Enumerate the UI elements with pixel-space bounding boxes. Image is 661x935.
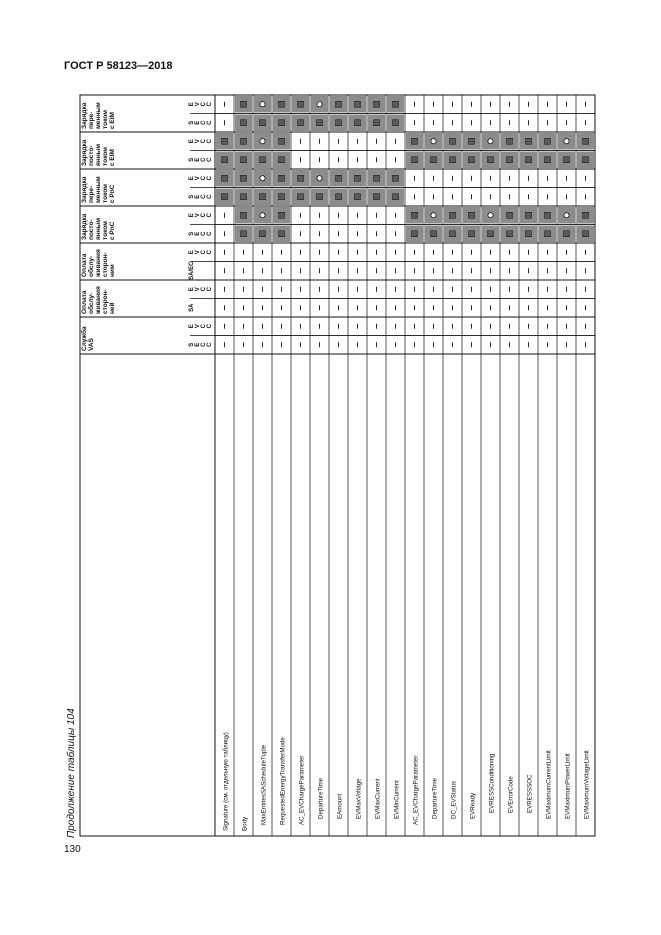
subhead-letter: E bbox=[195, 231, 201, 236]
row-label: EVMaxVoltage bbox=[355, 778, 363, 819]
row-label: EVMaximumCurrentLimit bbox=[545, 750, 553, 819]
subhead-letter: C bbox=[201, 287, 207, 292]
cell-mark-mandatory bbox=[374, 175, 380, 181]
subhead-letter: C bbox=[201, 176, 207, 181]
subhead-letter: C bbox=[207, 250, 213, 255]
cell-mark-mandatory bbox=[564, 231, 570, 237]
cell-mark-mandatory bbox=[279, 120, 285, 126]
cell-mark-mandatory bbox=[526, 138, 532, 144]
row-label: EVMaxCurrent bbox=[374, 778, 382, 819]
cell-mark-mandatory bbox=[507, 138, 513, 144]
row-label: RequestedEnergyTransferMode bbox=[279, 737, 287, 825]
cell-mark-mandatory bbox=[279, 212, 285, 218]
cell-mark-optional bbox=[260, 213, 265, 218]
subhead-letter: E bbox=[195, 157, 201, 162]
cell-mark-mandatory bbox=[431, 231, 437, 237]
subhead-letter: C bbox=[201, 139, 207, 144]
row-label: DepartureTime bbox=[431, 777, 439, 819]
cell-mark-mandatory bbox=[260, 157, 266, 163]
cell-mark-optional bbox=[431, 139, 436, 144]
cell-mark-mandatory bbox=[507, 231, 513, 237]
row-label: Signature (см. отдельную таблицу) bbox=[222, 732, 230, 831]
group-header-text: Зарядкапосто-яннымтокомс PnC bbox=[81, 213, 116, 240]
cell-mark-mandatory bbox=[412, 231, 418, 237]
cell-mark-mandatory bbox=[260, 194, 266, 200]
row-label: EVMaximumVoltageLimit bbox=[583, 750, 591, 819]
cell-mark-mandatory bbox=[298, 194, 304, 200]
cell-mark-mandatory bbox=[507, 212, 513, 218]
row-label: EAmount bbox=[336, 793, 344, 819]
row-label: EVReady bbox=[469, 792, 477, 819]
cell-mark-mandatory bbox=[469, 157, 475, 163]
subhead-letter: S bbox=[189, 342, 195, 347]
cell-mark-mandatory bbox=[450, 231, 456, 237]
subhead-letter: E bbox=[195, 194, 201, 199]
cell-mark-mandatory bbox=[241, 231, 247, 237]
subhead-letter: E bbox=[189, 102, 195, 107]
page-number: 130 bbox=[64, 844, 81, 855]
subhead-letter: S bbox=[189, 231, 195, 236]
subhead-letter: C bbox=[207, 120, 213, 125]
cell-mark-mandatory bbox=[355, 175, 361, 181]
cell-mark-mandatory bbox=[431, 157, 437, 163]
group-header-text: Зарядкапере-меннымтокомс EIM bbox=[81, 102, 116, 129]
cell-mark-mandatory bbox=[336, 175, 342, 181]
subhead-letter: C bbox=[201, 231, 207, 236]
row-label: MaxEntriesSAScheduleTuple bbox=[260, 744, 268, 825]
cell-mark-optional bbox=[488, 213, 493, 218]
subhead-letter: E bbox=[189, 250, 195, 255]
row-label: EVErrorCode bbox=[507, 776, 515, 813]
cell-mark-mandatory bbox=[374, 120, 380, 126]
cell-mark-mandatory bbox=[298, 101, 304, 107]
cell-mark-mandatory bbox=[355, 194, 361, 200]
subhead-letter: E bbox=[189, 176, 195, 181]
cell-mark-mandatory bbox=[526, 231, 532, 237]
cell-mark-mandatory bbox=[583, 138, 589, 144]
cell-mark-optional bbox=[317, 176, 322, 181]
subhead-letter: SA/EC bbox=[189, 261, 195, 280]
group-header-text: Зарядкапосто-яннымтокомс EIM bbox=[81, 139, 116, 166]
cell-mark-optional bbox=[564, 213, 569, 218]
group-header-text: Оплатаобслу-живаниясторон-ним bbox=[81, 249, 116, 277]
cell-mark-mandatory bbox=[412, 157, 418, 163]
cell-mark-mandatory bbox=[583, 157, 589, 163]
group-header-text: Зарядкапере-меннымтокомс PnC bbox=[81, 176, 116, 203]
cell-mark-mandatory bbox=[450, 157, 456, 163]
cell-mark-mandatory bbox=[507, 157, 513, 163]
cell-mark-mandatory bbox=[317, 120, 323, 126]
subhead-letter: E bbox=[195, 342, 201, 347]
cell-mark-mandatory bbox=[393, 120, 399, 126]
row-label: EVRESSConditioning bbox=[488, 753, 496, 813]
cell-mark-mandatory bbox=[412, 138, 418, 144]
row-label: EVMinCurrent bbox=[393, 780, 401, 819]
cell-mark-mandatory bbox=[260, 120, 266, 126]
cell-mark-mandatory bbox=[222, 157, 228, 163]
subhead-letter: C bbox=[207, 176, 213, 181]
row-label: EVMaximumPowerLimit bbox=[564, 753, 572, 819]
subhead-letter: C bbox=[201, 120, 207, 125]
subhead-letter: C bbox=[201, 342, 207, 347]
group-header-text: Оплатаобслу-живаниясторон-ней bbox=[81, 286, 116, 314]
row-label: EVRESSSOC bbox=[526, 774, 534, 813]
cell-mark-optional bbox=[260, 102, 265, 107]
subhead-letter: C bbox=[201, 102, 207, 107]
subhead-letter: V bbox=[195, 176, 201, 181]
cell-mark-mandatory bbox=[241, 194, 247, 200]
cell-mark-mandatory bbox=[545, 231, 551, 237]
cell-mark-mandatory bbox=[241, 138, 247, 144]
cell-mark-mandatory bbox=[469, 231, 475, 237]
cell-mark-mandatory bbox=[222, 138, 228, 144]
subhead-letter: E bbox=[189, 139, 195, 144]
cell-mark-mandatory bbox=[469, 212, 475, 218]
cell-mark-mandatory bbox=[564, 157, 570, 163]
document-header: ГОСТ Р 58123—2018 bbox=[64, 60, 173, 72]
cell-mark-optional bbox=[564, 139, 569, 144]
cell-mark-mandatory bbox=[279, 138, 285, 144]
cell-mark-mandatory bbox=[317, 194, 323, 200]
cell-mark-mandatory bbox=[545, 212, 551, 218]
subhead-letter: C bbox=[201, 324, 207, 329]
subhead-letter: C bbox=[207, 324, 213, 329]
subhead-letter: S bbox=[189, 194, 195, 199]
cell-mark-mandatory bbox=[241, 120, 247, 126]
cell-mark-mandatory bbox=[412, 212, 418, 218]
subhead-letter: C bbox=[207, 231, 213, 236]
cell-mark-optional bbox=[431, 213, 436, 218]
subhead-letter: E bbox=[189, 213, 195, 218]
row-label: DepartureTime bbox=[317, 777, 325, 819]
cell-mark-mandatory bbox=[355, 101, 361, 107]
cell-mark-mandatory bbox=[545, 157, 551, 163]
subhead-letter: C bbox=[201, 157, 207, 162]
subhead-letter: E bbox=[189, 287, 195, 292]
cell-mark-mandatory bbox=[279, 175, 285, 181]
row-label: AC_EVChargeParameter bbox=[412, 755, 420, 825]
subhead-letter: C bbox=[207, 213, 213, 218]
cell-mark-mandatory bbox=[279, 194, 285, 200]
cell-mark-mandatory bbox=[583, 212, 589, 218]
cell-mark-mandatory bbox=[526, 212, 532, 218]
cell-mark-mandatory bbox=[583, 231, 589, 237]
cell-mark-mandatory bbox=[298, 175, 304, 181]
cell-mark-mandatory bbox=[450, 212, 456, 218]
subhead-letter: S bbox=[189, 120, 195, 125]
subhead-letter: C bbox=[201, 194, 207, 199]
subhead-letter: V bbox=[195, 102, 201, 107]
cell-mark-mandatory bbox=[526, 157, 532, 163]
cell-mark-optional bbox=[260, 139, 265, 144]
cell-mark-mandatory bbox=[222, 175, 228, 181]
cell-mark-mandatory bbox=[545, 138, 551, 144]
cell-mark-mandatory bbox=[450, 138, 456, 144]
cell-mark-mandatory bbox=[241, 101, 247, 107]
cell-mark-mandatory bbox=[393, 194, 399, 200]
subhead-letter: SA bbox=[189, 303, 195, 312]
subhead-letter: C bbox=[201, 250, 207, 255]
cell-mark-mandatory bbox=[336, 101, 342, 107]
subhead-letter: V bbox=[195, 213, 201, 218]
cell-mark-mandatory bbox=[336, 194, 342, 200]
subhead-letter: C bbox=[207, 157, 213, 162]
subhead-letter: C bbox=[207, 287, 213, 292]
subhead-letter: E bbox=[189, 324, 195, 329]
row-label: Body bbox=[241, 816, 249, 831]
subhead-letter: C bbox=[207, 102, 213, 107]
cell-mark-mandatory bbox=[336, 120, 342, 126]
cell-mark-mandatory bbox=[469, 138, 475, 144]
cell-mark-mandatory bbox=[241, 175, 247, 181]
cell-mark-mandatory bbox=[374, 194, 380, 200]
cell-mark-mandatory bbox=[279, 231, 285, 237]
cell-mark-mandatory bbox=[298, 120, 304, 126]
cell-mark-mandatory bbox=[374, 101, 380, 107]
subhead-letter: V bbox=[195, 139, 201, 144]
cell-mark-mandatory bbox=[260, 231, 266, 237]
cell-mark-mandatory bbox=[279, 157, 285, 163]
subhead-letter: V bbox=[195, 250, 201, 255]
subhead-letter: V bbox=[195, 287, 201, 292]
row-label: AC_EVChargeParameter bbox=[298, 755, 306, 825]
subhead-letter: C bbox=[201, 213, 207, 218]
cell-mark-mandatory bbox=[393, 101, 399, 107]
cell-mark-mandatory bbox=[222, 194, 228, 200]
cell-mark-optional bbox=[488, 139, 493, 144]
cell-mark-mandatory bbox=[241, 212, 247, 218]
subhead-letter: S bbox=[189, 157, 195, 162]
cell-mark-optional bbox=[260, 176, 265, 181]
cell-mark-mandatory bbox=[241, 157, 247, 163]
table-caption: Продолжение таблицы 104 bbox=[66, 708, 77, 838]
cell-mark-mandatory bbox=[355, 120, 361, 126]
subhead-letter: C bbox=[207, 139, 213, 144]
subhead-letter: V bbox=[195, 324, 201, 329]
group-header-text: СлужбаVAS bbox=[81, 326, 95, 351]
subhead-letter: E bbox=[195, 120, 201, 125]
cell-mark-mandatory bbox=[279, 101, 285, 107]
row-label: DC_EVStatus bbox=[450, 780, 458, 819]
cell-mark-mandatory bbox=[488, 157, 494, 163]
cell-mark-mandatory bbox=[488, 231, 494, 237]
subhead-letter: C bbox=[207, 194, 213, 199]
cell-mark-mandatory bbox=[393, 175, 399, 181]
cell-mark-optional bbox=[317, 102, 322, 107]
subhead-letter: C bbox=[207, 342, 213, 347]
